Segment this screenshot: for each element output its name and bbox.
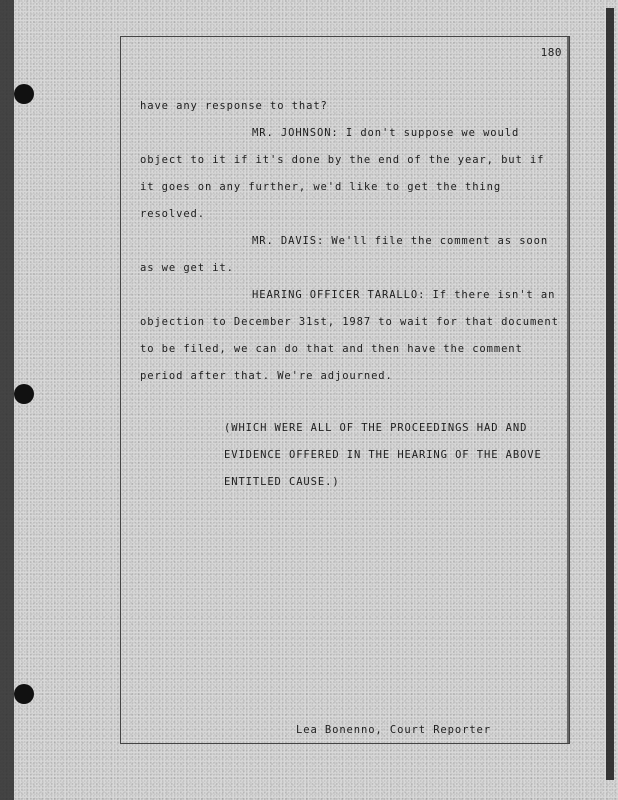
page-edge-shadow: [606, 8, 614, 780]
transcript-line-11: period after that. We're adjourned.: [140, 370, 393, 382]
transcript-line-7: as we get it.: [140, 262, 234, 274]
transcript-line-6: MR. DAVIS: We'll file the comment as soon: [252, 235, 549, 247]
transcript-line-4: it goes on any further, we'd like to get the thing: [140, 181, 502, 193]
transcript-line-9: objection to December 31st, 1987 to wait for that document: [140, 316, 559, 328]
transcript-line-2: MR. JOHNSON: I don't suppose we would: [252, 127, 520, 139]
transcript-line-5: resolved.: [140, 208, 205, 220]
punch-hole-top: [14, 84, 34, 104]
closing-line-2: EVIDENCE OFFERED IN THE HEARING OF THE ABOVE: [224, 449, 542, 461]
transcript-frame: [120, 36, 570, 744]
punch-hole-bottom: [14, 684, 34, 704]
transcript-line-10: to be filed, we can do that and then have the comment: [140, 343, 523, 355]
page-number: 180: [540, 46, 562, 59]
closing-line-1: (WHICH WERE ALL OF THE PROCEEDINGS HAD AND: [224, 422, 528, 434]
binder-strip: [0, 0, 14, 800]
punch-hole-middle: [14, 384, 34, 404]
transcript-line-8: HEARING OFFICER TARALLO: If there isn't an: [252, 289, 556, 301]
court-reporter-signature: Lea Bonenno, Court Reporter: [296, 724, 491, 736]
transcript-line-3: object to it if it's done by the end of the year, but if: [140, 154, 545, 166]
transcript-line-1: have any response to that?: [140, 100, 328, 112]
closing-line-3: ENTITLED CAUSE.): [224, 476, 340, 488]
